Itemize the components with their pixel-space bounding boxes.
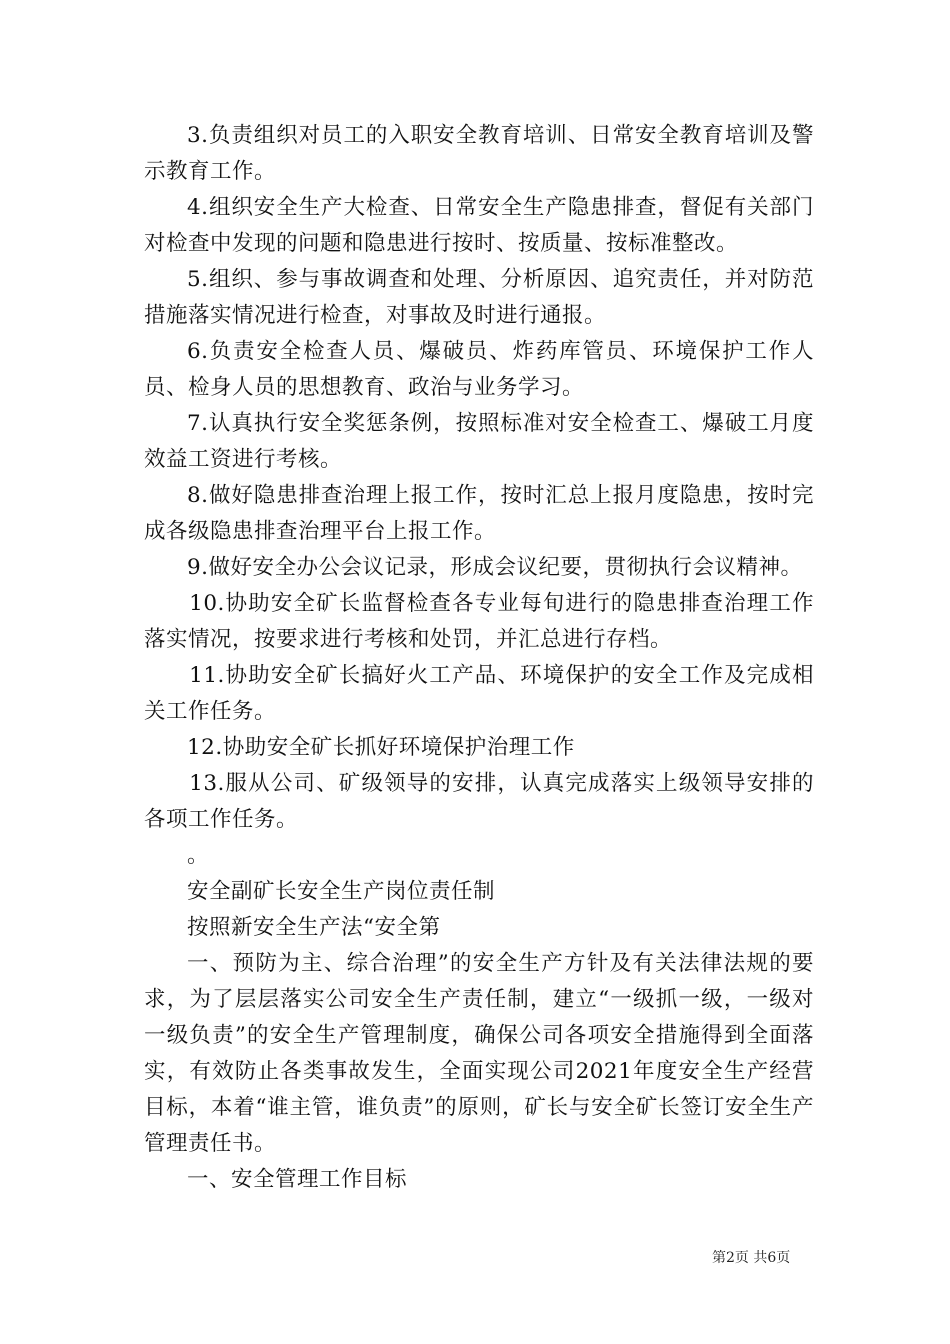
paragraph-item-10: 10.协助安全矿长监督检查各专业每旬进行的隐患排查治理工作落实情况，按要求进行考核和处罚，并汇总进行存档。 (144, 591, 814, 652)
paragraph-item-8: 8.做好隐患排查治理上报工作，按时汇总上报月度隐患，按时完成各级隐患排查治理平台上报工作。 (144, 483, 814, 544)
intro-line: 按照新安全生产法“安全第 (187, 915, 441, 940)
stray-period: 。 (187, 843, 210, 868)
paragraph-item-5: 5.组织、参与事故调查和处理、分析原因、追究责任，并对防范措施落实情况进行检查，对事故及时进行通报。 (144, 267, 814, 328)
intro-paragraph: 一、预防为主、综合治理”的安全生产方针及有关法律法规的要求，为了层层落实公司安全生产责任制，建立“一级抓一级，一级对一级负责”的安全生产管理制度，确保公司各项安全措施得到全面落实，有效防止各类事故发生，全面实现公司2021年度安全生产经营目标，本着“谁主管，谁负责”的原则，矿长与安全矿长签订安全生产管理责任书。 (144, 951, 814, 1156)
paragraph-item-9: 9.做好安全办公会议记录，形成会议纪要，贯彻执行会议精神。 (187, 555, 803, 580)
paragraph-item-13: 13.服从公司、矿级领导的安排，认真完成落实上级领导安排的各项工作任务。 (144, 771, 814, 832)
paragraph-item-7: 7.认真执行安全奖惩条例，按照标准对安全检查工、爆破工月度效益工资进行考核。 (144, 411, 814, 472)
section-heading: 安全副矿长安全生产岗位责任制 (187, 879, 496, 904)
paragraph-item-6: 6.负责安全检查人员、爆破员、炸药库管员、环境保护工作人员、检身人员的思想教育、政治与业务学习。 (144, 339, 814, 400)
paragraph-item-3: 3.负责组织对员工的入职安全教育培训、日常安全教育培训及警示教育工作。 (144, 123, 814, 184)
page-number-footer: 第2页 共6页 (712, 1250, 791, 1266)
paragraph-item-11: 11.协助安全矿长搞好火工产品、环境保护的安全工作及完成相关工作任务。 (144, 663, 814, 724)
paragraph-item-4: 4.组织安全生产大检查、日常安全生产隐患排查，督促有关部门对检查中发现的问题和隐患进行按时、按质量、按标准整改。 (144, 195, 814, 256)
paragraph-item-12: 12.协助安全矿长抓好环境保护治理工作 (187, 735, 575, 760)
document-body (144, 118, 814, 1198)
subsection-heading: 一、安全管理工作目标 (187, 1167, 408, 1192)
